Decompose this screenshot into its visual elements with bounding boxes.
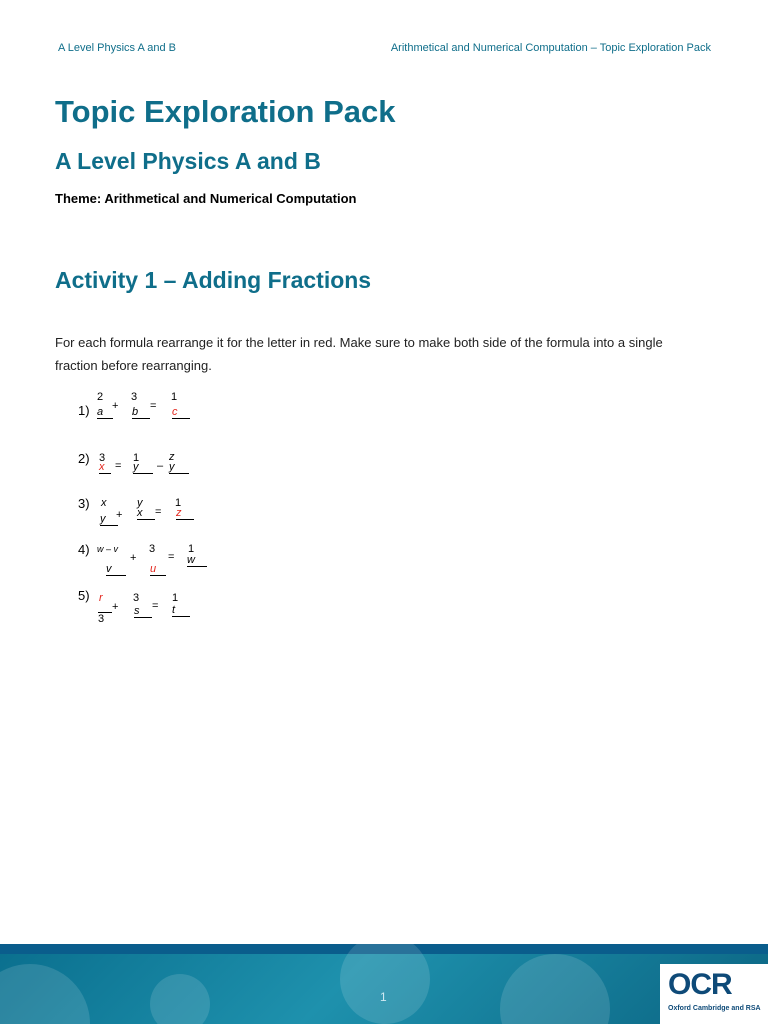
question-number: 5) — [78, 588, 90, 603]
numerator-target: r — [99, 592, 103, 604]
denominator: b — [132, 406, 150, 419]
denominator: y — [100, 513, 118, 526]
numerator: 1 — [172, 592, 179, 604]
ocr-logo — [660, 964, 768, 1024]
numerator: 2 — [97, 391, 104, 403]
question-number: 1) — [78, 403, 90, 418]
operator: = — [115, 460, 122, 472]
denominator: 3 — [98, 612, 112, 625]
decorative-molecule-bubble — [500, 954, 610, 1024]
instructions-text: For each formula rearrange it for the letter in red. Make sure to make both side of the formula into a single fraction before rearranging. — [55, 335, 663, 373]
denominator: v — [106, 563, 126, 576]
question-number: 4) — [78, 542, 90, 557]
decorative-molecule-bubble — [150, 974, 210, 1024]
ocr-logo-subtext: Oxford Cambridge and RSA — [668, 1005, 761, 1012]
numerator: y — [137, 497, 143, 509]
denominator-target: x — [99, 461, 111, 474]
operator: + — [112, 601, 119, 613]
denominator-target: z — [176, 507, 194, 520]
denominator: t — [172, 604, 190, 617]
page-subtitle: A Level Physics A and B — [55, 148, 321, 174]
numerator: w – v — [97, 544, 119, 554]
operator: = — [155, 506, 162, 518]
numerator: 3 — [149, 543, 156, 555]
denominator-target: c — [172, 406, 190, 419]
numerator: 1 — [175, 497, 182, 509]
operator: = — [150, 400, 157, 412]
numerator: 1 — [188, 543, 195, 555]
page-number: 1 — [380, 990, 387, 1004]
operator: = — [152, 600, 159, 612]
decorative-molecule-bubble — [0, 964, 90, 1024]
denominator: w — [187, 554, 207, 567]
denominator: x — [137, 507, 155, 520]
question-number: 2) — [78, 451, 90, 466]
ocr-logo-text: OCR — [668, 968, 732, 1001]
page-title: Topic Exploration Pack — [55, 94, 396, 129]
numerator: z — [169, 451, 175, 463]
operator: = — [168, 551, 175, 563]
denominator: a — [97, 406, 113, 419]
operator: + — [116, 509, 123, 521]
numerator: x — [101, 497, 107, 509]
theme-line: Theme: Arithmetical and Numerical Computation — [55, 191, 357, 206]
decorative-molecule-bubble — [340, 944, 430, 1024]
operator: – — [157, 460, 164, 472]
numerator: 1 — [133, 452, 140, 464]
footer-band — [0, 944, 768, 1024]
operator: + — [130, 552, 137, 564]
question-number: 3) — [78, 496, 90, 511]
denominator: y — [133, 461, 153, 474]
denominator: s — [134, 605, 152, 618]
operator: + — [112, 400, 119, 412]
running-header-left: A Level Physics A and B — [58, 42, 177, 54]
denominator: y — [169, 461, 189, 474]
numerator: 1 — [171, 391, 178, 403]
denominator-target: u — [150, 563, 166, 576]
numerator: 3 — [133, 592, 140, 604]
activity-title: Activity 1 – Adding Fractions — [55, 267, 372, 293]
numerator: 3 — [99, 452, 106, 464]
running-header-right: Arithmetical and Numerical Computation – Topic Exploration Pack — [390, 42, 711, 54]
numerator: 3 — [131, 391, 138, 403]
